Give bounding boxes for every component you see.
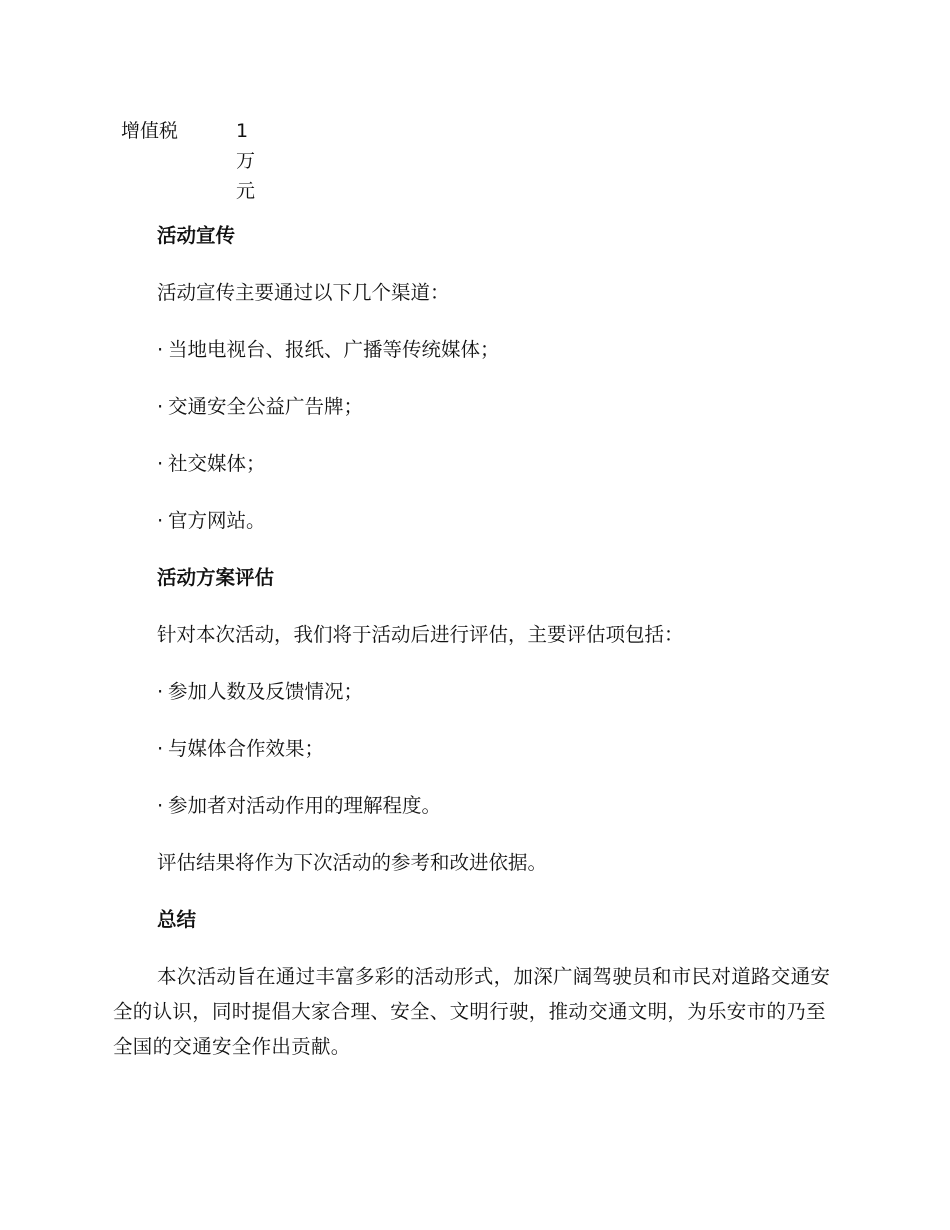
list-item [157,392,833,422]
document-body [113,221,833,1064]
tax-amount [236,116,260,206]
summary-paragraph: 本次活动旨在通过丰富多彩的活动形式，加深广阔驾驶员和市民对道路交通安全的认识，同时提倡大家合理、安全、文明行驶，推动交通文明，为乐安市的乃至全国的交通安全作出贡献。 [113,965,831,1058]
evaluation-conclusion: 评估结果将作为下次活动的参考和改进依据。 [157,851,548,874]
list-item-text: 官方网站。 [168,509,266,532]
list-item [157,335,833,365]
bullet-icon: · [157,509,164,532]
section-heading-promotion: 活动宣传 [157,224,236,247]
bullet-icon: · [157,737,164,760]
list-item-text: 交通安全公益广告牌； [168,395,364,418]
section-heading-evaluation: 活动方案评估 [157,566,275,589]
bullet-icon: · [157,395,164,418]
bullet-icon: · [157,452,164,475]
tax-amount-line: 万 [236,150,256,172]
list-item-text: 参加者对活动作用的理解程度。 [168,794,442,817]
section-heading-summary: 总结 [157,908,197,931]
list-item-text: 与媒体合作效果； [168,737,325,760]
list-item [157,791,833,821]
list-item-text: 当地电视台、报纸、广播等传统媒体； [168,338,500,361]
bullet-icon: · [157,794,164,817]
list-item [157,734,833,764]
list-item-text: 社交媒体； [168,452,266,475]
tax-amount-line: 元 [236,180,256,202]
list-item [157,449,833,479]
tax-table-row [121,116,260,206]
tax-label: 增值税 [121,120,179,142]
list-item [157,506,833,536]
list-item-text: 参加人数及反馈情况； [168,680,364,703]
tax-amount-line: 1 [236,120,249,142]
bullet-icon: · [157,680,164,703]
promotion-intro: 活动宣传主要通过以下几个渠道： [157,281,450,304]
bullet-icon: · [157,338,164,361]
evaluation-intro: 针对本次活动，我们将于活动后进行评估，主要评估项包括： [157,623,684,646]
list-item [157,677,833,707]
